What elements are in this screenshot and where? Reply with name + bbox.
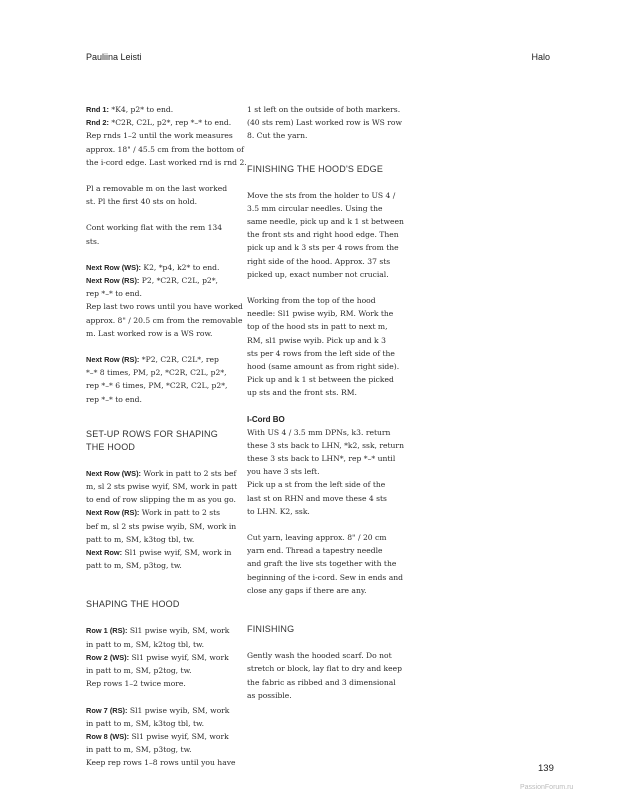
- next-row-rs: [86, 274, 243, 340]
- text-line: rep *–* 6 times, PM, *C2R, C2L, p2*,: [86, 381, 228, 391]
- text-line: Sl1 pwise wyib, SM, work: [127, 705, 230, 715]
- text-line: you have 3 sts left.: [247, 467, 320, 477]
- text-line: up sts and the front sts. RM.: [247, 388, 357, 398]
- text-line: beginning of the i-cord. Sew in ends and: [247, 572, 403, 582]
- text-line: Cut yarn, leaving approx. 8" / 20 cm: [247, 533, 387, 543]
- text-line: in patt to m, SM, k2tog tbl, tw.: [86, 639, 205, 649]
- text-line: in patt to m, SM, k3tog tbl, tw.: [86, 718, 205, 728]
- text-line: Working from the top of the hood: [247, 296, 376, 306]
- setup-rs-row: [86, 506, 236, 546]
- text-line: rep *–* to end.: [86, 394, 142, 404]
- next-row-ws-label: Next Row (WS):: [86, 262, 142, 272]
- text-line: last st on RHN and move these 4 sts: [247, 493, 387, 503]
- text-line: approx. 18" / 45.5 cm from the bottom of: [86, 144, 244, 154]
- left-column: [86, 103, 247, 770]
- setup-next-row: [86, 546, 236, 572]
- text-line: to end of row slipping the m as you go.: [86, 495, 236, 505]
- text-line: picked up, exact number not crucial.: [247, 269, 389, 279]
- setup-next-label: Next Row:: [86, 548, 123, 558]
- text-line: With US 4 / 3.5 mm DPNs, k3. return: [247, 427, 391, 437]
- text-line: the fabric as ribbed and 3 dimensional: [247, 677, 396, 687]
- text-line: Pick up a st from the left side of the: [247, 480, 386, 490]
- rnd2-instruction: [86, 116, 247, 169]
- cut-yarn-paragraph: [247, 531, 403, 597]
- text-line: Pl a removable m on the last worked: [86, 184, 228, 194]
- setup-ws-label: Next Row (WS):: [86, 468, 142, 478]
- text-line: stretch or block, lay flat to dry and keep: [247, 664, 402, 674]
- pattern-title: Halo: [531, 52, 550, 62]
- finishing-edge-heading: FINISHING THE HOOD'S EDGE: [247, 163, 384, 174]
- text-line: Sl1 pwise wyif, SM, work in: [122, 548, 232, 558]
- text-line: these 3 sts back to LHN, *k2, ssk, return: [247, 440, 404, 450]
- author-name: Pauliina Leisti: [86, 52, 142, 62]
- text-line: pick up and k 3 sts per 4 rows from the: [247, 243, 399, 253]
- setup-rows-heading: [86, 428, 236, 454]
- text-line: approx. 8" / 20.5 cm from the removable: [86, 315, 243, 325]
- edge-paragraph-1: [247, 189, 404, 281]
- text-line: patt to m, SM, k3tog tbl, tw.: [86, 534, 195, 544]
- next-row-rs2-label: Next Row (RS):: [86, 355, 140, 365]
- text-line: *–* 8 times, PM, p2, *C2R, C2L, p2*,: [86, 368, 227, 378]
- row2-instruction: [86, 651, 236, 691]
- next-row-rs-markers: [86, 353, 236, 406]
- rnd1-text: *K4, p2* to end.: [109, 105, 174, 114]
- text-line: RM, sl1 pwise wyib. Pick up and k 3: [247, 335, 386, 345]
- text-line: needle: Sl1 pwise wyib, RM. Work the: [247, 309, 394, 319]
- row2-label: Row 2 (WS):: [86, 652, 130, 662]
- text-line: and graft the live sts together with the: [247, 559, 397, 569]
- text-line: Rep last two rows until you have worked: [86, 302, 243, 312]
- text-line: as possible.: [247, 690, 292, 700]
- text-line: (40 sts rem) Last worked row is WS row: [247, 118, 402, 128]
- row1-instruction: [86, 624, 236, 650]
- setup-ws-row: [86, 467, 236, 507]
- row7-label: Row 7 (RS):: [86, 705, 128, 715]
- text-line: *P2, C2R, C2L*, rep: [139, 355, 219, 365]
- text-line: 8. Cut the yarn.: [247, 131, 308, 141]
- text-line: close any gaps if there are any.: [247, 585, 367, 595]
- finishing-paragraph: [247, 649, 402, 702]
- intro-paragraph: [247, 103, 402, 143]
- text-line: Work in patt to 2 sts: [139, 508, 221, 518]
- text-line: Pick up and k 1 st between the picked: [247, 375, 394, 385]
- icord-bo-heading: I-Cord BO: [247, 414, 285, 424]
- rnd1-instruction: [86, 103, 236, 116]
- next-row-ws-text: K2, *p4, k2* to end.: [141, 262, 220, 272]
- icord-paragraph: [247, 426, 404, 518]
- row1-label: Row 1 (RS):: [86, 626, 128, 636]
- continue-paragraph: Cont working flat with the rem 134 sts.: [86, 223, 223, 246]
- rnd2-label: Rnd 2:: [86, 118, 109, 128]
- row8-instruction: [86, 730, 236, 770]
- text-line: Sl1 pwise wyif, SM, work: [129, 652, 229, 662]
- finishing-heading: FINISHING: [247, 624, 295, 635]
- text-line: Rep rows 1–2 twice more.: [86, 679, 186, 689]
- text-line: Rep rnds 1–2 until the work measures: [86, 131, 233, 141]
- text-line: sts per 4 rows from the left side of the: [247, 348, 395, 358]
- text-line: Keep rep rows 1–8 rows until you have: [86, 758, 236, 768]
- text-line: 3.5 mm circular needles. Using the: [247, 203, 383, 213]
- next-row-rs-label: Next Row (RS):: [86, 276, 140, 286]
- row7-instruction: [86, 704, 236, 730]
- row8-label: Row 8 (WS):: [86, 731, 130, 741]
- text-line: right side of the hood. Approx. 37 sts: [247, 256, 391, 266]
- page-number: 139: [538, 763, 554, 774]
- next-row-ws: [86, 261, 236, 274]
- text-line: hood (same amount as from right side).: [247, 362, 400, 372]
- text-line: same needle, pick up and k 1 st between: [247, 217, 404, 227]
- text-line: bef m, sl 2 sts pwise wyib, SM, work in: [86, 521, 237, 531]
- text-line: Sl1 pwise wyib, SM, work: [127, 626, 230, 636]
- text-line: Move the sts from the holder to US 4 /: [247, 190, 396, 200]
- text-line: P2, *C2R, C2L, p2*,: [139, 276, 218, 286]
- text-line: patt to m, SM, p3tog, tw.: [86, 561, 182, 571]
- text-line: rep *–* to end.: [86, 289, 142, 299]
- text-line: top of the hood sts in patt to next m,: [247, 322, 388, 332]
- text-line: m. Last worked row is a WS row.: [86, 328, 213, 338]
- text-line: m, sl 2 sts pwise wyif, SM, work in patt: [86, 482, 238, 492]
- text-line: the front sts and right hood edge. Then: [247, 230, 399, 240]
- text-line: *C2R, C2L, p2*, rep *–* to end.: [109, 118, 232, 128]
- right-column: [247, 103, 404, 715]
- setup-rs-label: Next Row (RS):: [86, 508, 140, 518]
- watermark: PassionForum.ru: [520, 784, 574, 791]
- text-line: yarn end. Thread a tapestry needle: [247, 546, 383, 556]
- text-line: Gently wash the hooded scarf. Do not: [247, 651, 392, 661]
- text-line: these 3 sts back to LHN*, rep *–* until: [247, 454, 396, 464]
- text-line: st. Pl the first 40 sts on hold.: [86, 197, 198, 207]
- text-line: Work in patt to 2 sts bef: [141, 468, 237, 478]
- heading-line: THE HOOD: [86, 441, 136, 452]
- heading-line: SET-UP ROWS FOR SHAPING: [86, 428, 218, 439]
- marker-paragraph: [86, 182, 236, 208]
- text-line: to LHN. K2, ssk.: [247, 506, 310, 516]
- text-line: in patt to m, SM, p3tog, tw.: [86, 745, 192, 755]
- edge-paragraph-2: [247, 294, 400, 400]
- text-line: 1 st left on the outside of both markers.: [247, 105, 401, 114]
- shaping-hood-heading: SHAPING THE HOOD: [86, 599, 180, 610]
- text-line: in patt to m, SM, p2tog, tw.: [86, 666, 192, 676]
- text-line: Sl1 pwise wyif, SM, work: [129, 731, 229, 741]
- rnd1-label: Rnd 1:: [86, 105, 109, 114]
- text-line: the i-cord edge. Last worked rnd is rnd 2.: [86, 157, 247, 167]
